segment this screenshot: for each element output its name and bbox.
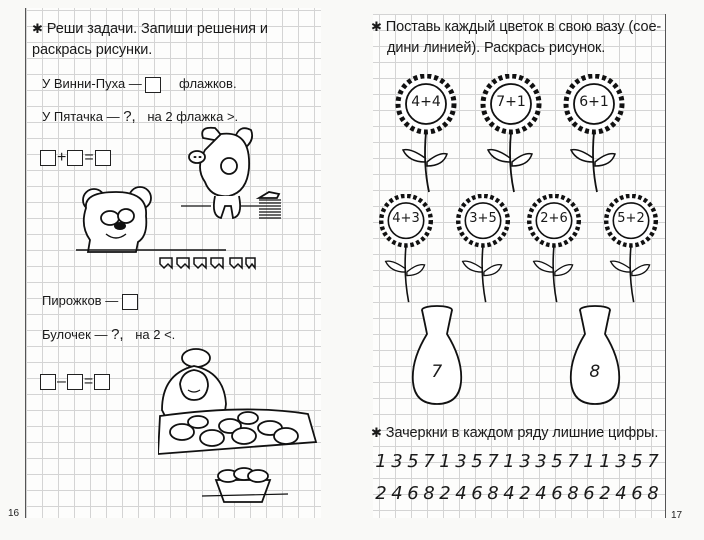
equation-box-2[interactable] [67,150,83,166]
digit[interactable]: 1 [599,451,611,472]
equation-2 [40,374,110,390]
flower-expression: 6+1 [579,94,609,110]
digit[interactable]: 4 [503,483,515,504]
flower-expression: 5+2 [617,211,645,226]
digit[interactable]: 6 [551,483,563,504]
task1-title-line2: дини линией). Раскрась рисунок. [387,40,606,56]
digit[interactable]: 7 [423,451,435,472]
flower[interactable] [559,74,629,194]
flower[interactable] [391,74,461,194]
digit[interactable]: 4 [455,483,467,504]
vase[interactable] [409,304,465,408]
digit[interactable]: 3 [455,451,467,472]
flower[interactable] [476,74,546,194]
flower[interactable] [523,194,585,304]
flower[interactable] [452,194,514,304]
digit[interactable]: 5 [551,451,563,472]
baker-grandma-illustration [158,344,318,506]
equation-box-5[interactable] [67,374,83,390]
problem2-line1-prefix: Пирожков — [42,293,119,308]
answer-box-2[interactable] [122,294,138,310]
problem1-line1-suffix: флажков. [179,76,237,91]
digit[interactable]: 8 [487,483,499,504]
problem1-line2-suffix: на 2 флажка >. [147,109,239,124]
task-title [32,18,317,61]
task2-title [371,422,658,444]
digit[interactable]: 7 [567,451,579,472]
problem2-line2-suffix: на 2 <. [135,327,176,342]
vase-number: 8 [589,362,601,382]
task1-title-line1: Поставь каждый цветок в свою вазу (сое- [385,19,662,35]
digit[interactable]: 4 [615,483,627,504]
vase-icon [409,304,465,408]
flower-expression: 3+5 [469,211,497,226]
digit[interactable]: 2 [375,483,387,504]
flower-icon [391,74,461,194]
vase-number: 7 [431,362,443,382]
flower[interactable] [600,194,662,304]
equation-box-1[interactable] [40,150,56,166]
digit[interactable]: 5 [407,451,419,472]
bullet-star-icon: ✱ [32,21,43,36]
digit[interactable]: 6 [471,483,483,504]
digit[interactable]: 8 [567,483,579,504]
digit[interactable]: 3 [519,451,531,472]
equation-1 [40,150,111,166]
digit-row-2 [373,483,661,504]
problem2-line2-prefix: Булочек — [42,327,108,342]
digit[interactable]: 3 [615,451,627,472]
digit[interactable]: 4 [535,483,547,504]
answer-box[interactable] [145,77,161,93]
equation-box-4[interactable] [40,374,56,390]
digit[interactable]: 2 [599,483,611,504]
digit[interactable]: 1 [503,451,515,472]
flower-icon [476,74,546,194]
digit[interactable]: 7 [487,451,499,472]
problem2-line2 [42,326,175,343]
vase[interactable] [567,304,623,408]
digit-row-1 [373,451,661,472]
flower[interactable] [375,194,437,304]
digit[interactable]: 5 [471,451,483,472]
page-number-left: 16 [8,508,20,519]
equals-sign: = [84,149,94,166]
equation-box-3[interactable] [95,150,111,166]
digit[interactable]: 8 [423,483,435,504]
page-number-right: 17 [671,510,683,521]
winnie-the-pooh-illustration [76,186,256,276]
right-page [371,14,683,521]
digit[interactable]: 1 [583,451,595,472]
problem1-line1-prefix: У Винни-Пуха — [42,76,142,91]
task2-title-text: Зачеркни в каждом ряду лишние цифры. [385,425,659,441]
bullet-star-icon-2: ✱ [371,19,382,34]
equation-box-6[interactable] [94,374,110,390]
plus-sign: + [57,149,67,166]
digit[interactable]: 7 [647,451,659,472]
problem1-line1 [42,76,237,93]
problem1-line2-prefix: У Пятачка — [42,109,120,124]
digit[interactable]: 6 [583,483,595,504]
flower-expression: 4+3 [392,211,420,226]
question-mark-2: ?, [111,326,124,343]
digit[interactable]: 2 [519,483,531,504]
bullet-star-icon-3: ✱ [371,425,382,440]
digit[interactable]: 3 [535,451,547,472]
flower-expression: 4+4 [411,94,441,110]
minus-sign: – [57,373,66,390]
digit[interactable]: 1 [439,451,451,472]
digit[interactable]: 1 [375,451,387,472]
digit[interactable]: 2 [439,483,451,504]
flags-row [160,258,255,268]
digit[interactable]: 4 [391,483,403,504]
task1-title [371,16,663,59]
digit[interactable]: 8 [647,483,659,504]
question-mark: ?, [123,108,136,125]
digit[interactable]: 3 [391,451,403,472]
equals-sign-2: = [83,373,94,390]
digit[interactable]: 6 [407,483,419,504]
flower-expression: 7+1 [496,94,526,110]
left-page [8,8,321,519]
digit[interactable]: 6 [631,483,643,504]
flower-icon [559,74,629,194]
flower-expression: 2+6 [540,211,568,226]
vase-icon [567,304,623,408]
digit[interactable]: 5 [631,451,643,472]
problem2-line1 [42,293,138,310]
task-title-text: Реши задачи. Запиши решения и раскрась рисунки. [32,21,268,58]
